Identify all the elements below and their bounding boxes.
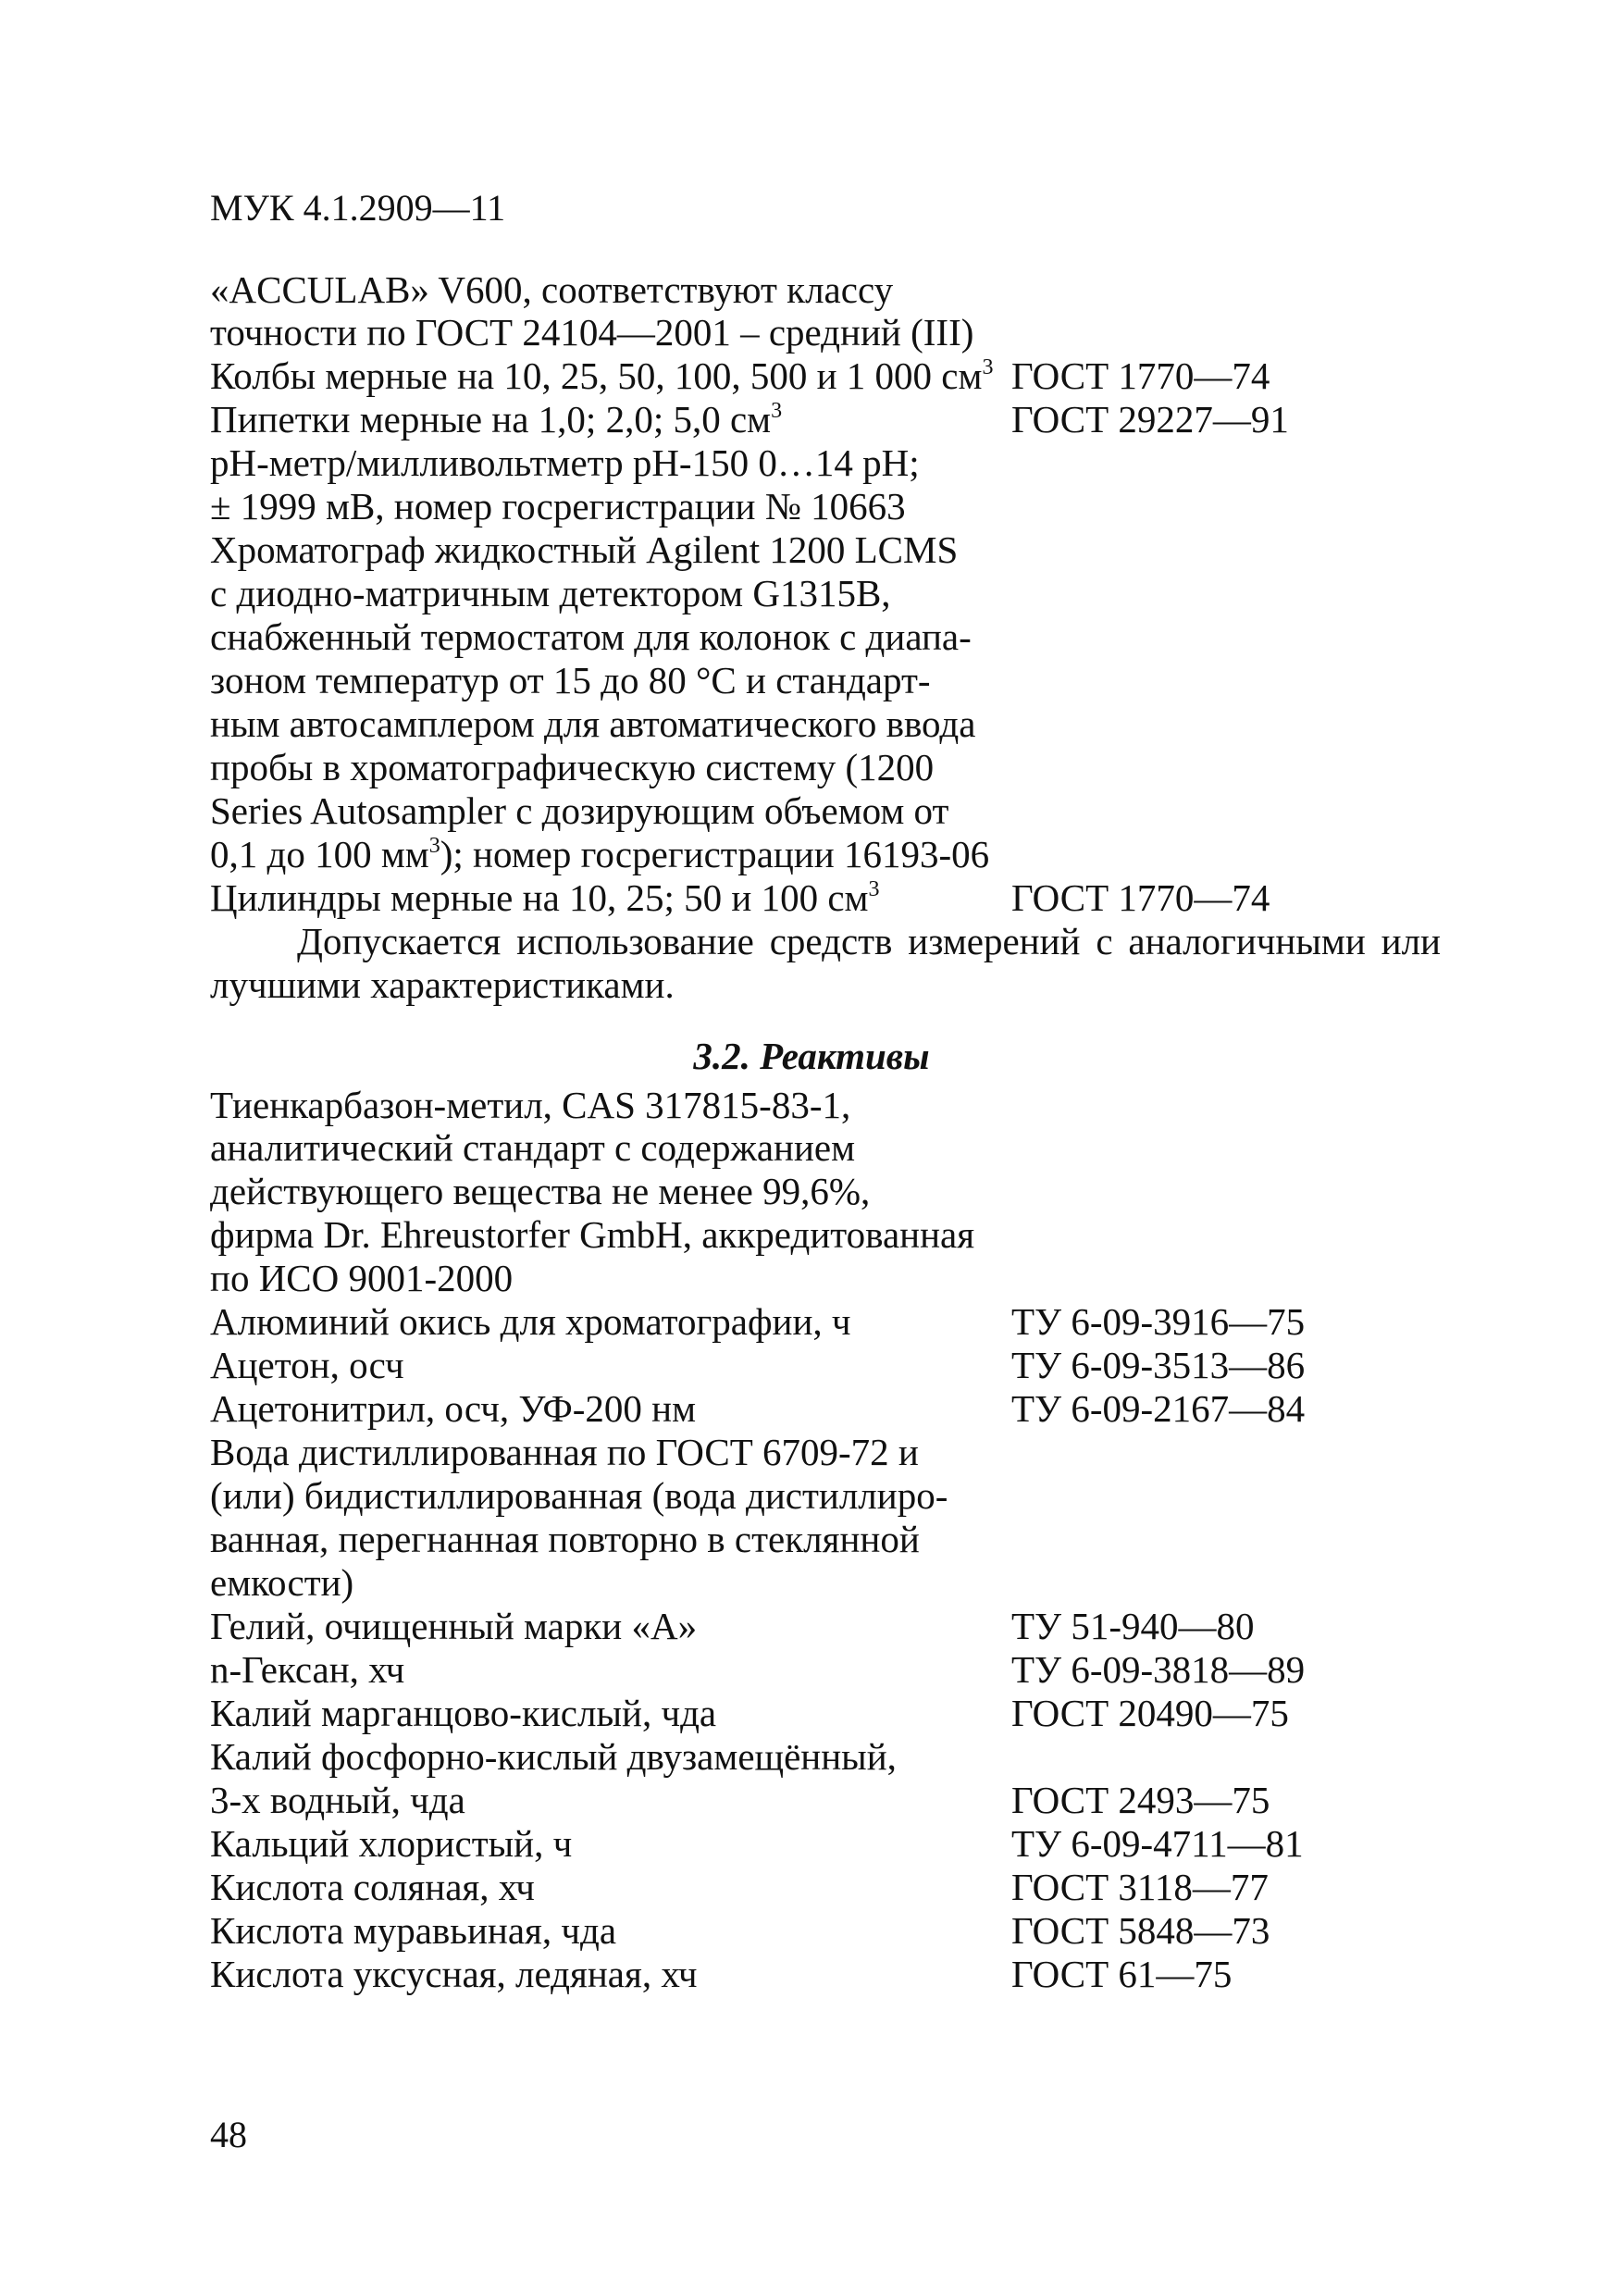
list-item: (или) бидистиллированная (вода дистиллиро-: [210, 1474, 948, 1517]
standard-ref: ГОСТ 2493—75: [1011, 1779, 1270, 1821]
list-item: Вода дистиллированная по ГОСТ 6709-72 и: [210, 1431, 919, 1473]
list-item: ванная, перегнанная повторно в стеклянной: [210, 1518, 920, 1560]
standard-ref: ТУ 6-09-3818—89: [1011, 1648, 1306, 1691]
standard-ref: ТУ 6-09-2167—84: [1011, 1387, 1306, 1430]
running-header: МУК 4.1.2909—11: [210, 187, 506, 229]
standard-ref: ГОСТ 61—75: [1011, 1953, 1233, 1995]
standard-ref: ГОСТ 20490—75: [1011, 1692, 1289, 1734]
list-item: фирма Dr. Ehreustorfer GmbH, аккредитованная: [210, 1213, 975, 1256]
list-item: Алюминий окись для хроматографии, ч: [210, 1300, 851, 1343]
list-item: Цилиндры мерные на 10, 25; 50 и 100 $см^3$: [210, 876, 880, 919]
list-item: зоном температур от 15 до 80 °С и стандарт-: [210, 659, 931, 701]
standard-ref: ГОСТ 29227—91: [1011, 398, 1289, 441]
list-item: емкости): [210, 1561, 354, 1604]
standard-ref: ГОСТ 1770—74: [1011, 354, 1270, 397]
list-item: Series Autosampler с дозирующим объемом от: [210, 789, 949, 832]
list-item: Кислота уксусная, ледяная, хч: [210, 1953, 698, 1995]
list-item: Калий марганцово-кислый, чда: [210, 1692, 717, 1734]
list-item: с диодно-матричным детектором G1315B,: [210, 572, 891, 614]
list-item: Кислота муравьиная, чда: [210, 1909, 617, 1952]
list-item: Хроматограф жидкостный Agilent 1200 LCMS: [210, 528, 959, 571]
standard-ref: ГОСТ 5848—73: [1011, 1909, 1270, 1952]
list-item: n-Гексан, хч: [210, 1648, 405, 1691]
list-item: «ACCULAB» V600, соответствуют классу: [210, 268, 894, 311]
list-item: Ацетон, осч: [210, 1344, 404, 1386]
standard-ref: ТУ 6-09-3916—75: [1011, 1300, 1306, 1343]
standard-ref: ТУ 51-940—80: [1011, 1605, 1255, 1647]
list-item: Кислота соляная, хч: [210, 1866, 535, 1908]
section-title: 3.2. Реактивы: [693, 1035, 930, 1077]
standard-ref: ТУ 6-09-4711—81: [1011, 1822, 1304, 1865]
list-item: действующего вещества не менее 99,6%,: [210, 1170, 871, 1212]
list-item: 3-х водный, чда: [210, 1779, 465, 1821]
list-item: ± 1999 мВ, номер госрегистрации № 10663: [210, 485, 906, 527]
list-item: Пипетки мерные на 1,0; 2,0; 5,0 $см^3$: [210, 398, 783, 441]
list-item: Кальций хлористый, ч: [210, 1822, 573, 1865]
list-item: точности по ГОСТ 24104—2001 – средний (III): [210, 311, 974, 354]
list-item: рН-метр/милливольтметр pH-150 0…14 pH;: [210, 441, 920, 484]
body-paragraph: Допускается использование средств измерений с аналогичными или лучшими характеристиками.: [210, 920, 1441, 1006]
standard-ref: ГОСТ 3118—77: [1011, 1866, 1269, 1908]
list-item: пробы в хроматографическую систему (1200: [210, 746, 935, 788]
list-item: 0,1 до 100 $мм^3$); номер госрегистрации 16193-06: [210, 833, 990, 875]
list-item: Тиенкарбазон-метил, CAS 317815-83-1,: [210, 1084, 851, 1126]
list-item: ным автосамплером для автоматического ввода: [210, 702, 976, 745]
list-item: аналитический стандарт с содержанием: [210, 1126, 856, 1169]
page-number: 48: [210, 2114, 247, 2155]
standard-ref: ГОСТ 1770—74: [1011, 876, 1270, 919]
list-item: Гелий, очищенный марки «А»: [210, 1605, 698, 1647]
list-item: по ИСО 9001-2000: [210, 1257, 514, 1299]
list-item: Ацетонитрил, осч, УФ-200 нм: [210, 1387, 697, 1430]
list-item: Калий фосфорно-кислый двузамещённый,: [210, 1735, 897, 1778]
list-item: снабженный термостатом для колонок с диапа-: [210, 615, 972, 658]
list-item: Колбы мерные на 10, 25, 50, 100, 500 и 1 000 $см^3$: [210, 354, 994, 397]
standard-ref: ТУ 6-09-3513—86: [1011, 1344, 1306, 1386]
